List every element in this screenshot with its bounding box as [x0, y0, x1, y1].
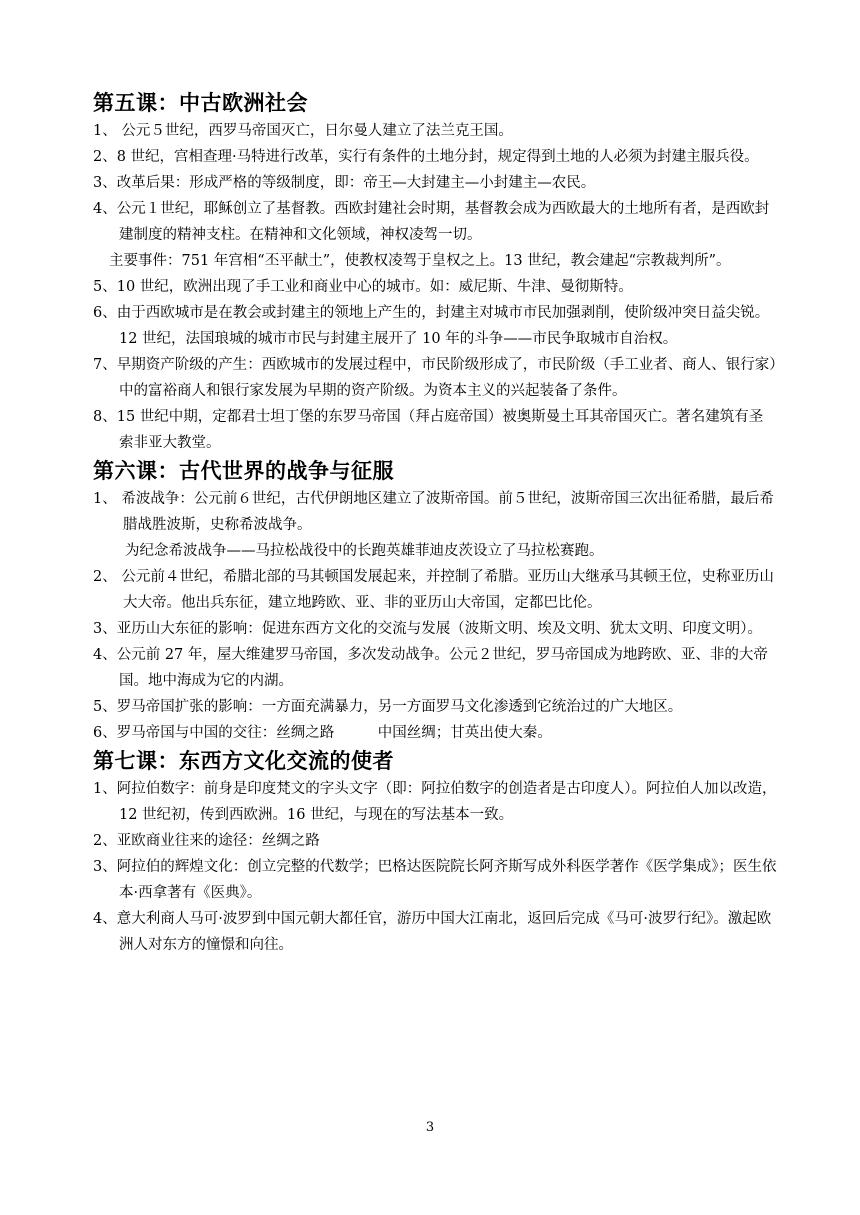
list-item: 1、 希波战争：公元前６世纪，古代伊朗地区建立了波斯帝国。前５世纪，波斯帝国三次出征希腊，最后希腊战胜波斯，史称希波战争。: [93, 491, 774, 533]
list-item: 3、亚历山大东征的影响：促进东西方文化的交流与发展（波斯文明、埃及文明、犹太文明、印度文明）。: [93, 621, 762, 637]
list-item: 2、 公元前４世纪，希腊北部的马其顿国发展起来，并控制了希腊。亚历山大继承马其顿王位，史称亚历山大大帝。他出兵东征，建立地跨欧、亚、非的亚历山大帝国，定都巴比伦。: [93, 569, 774, 611]
list-item: 3、改革后果：形成严格的等级制度，即：帝王—大封建主—小封建主—农民。: [93, 175, 596, 191]
document-page: [93, 88, 777, 958]
list-item: 4、意大利商人马可·波罗到中国元朝大都任官，游历中国大江南北，返回后完成《马可·波罗行纪》。激起欧洲人对东方的憧憬和向往。: [93, 911, 772, 953]
list-item: 3、阿拉伯的辉煌文化：创立完整的代数学；巴格达医院院长阿齐斯写成外科医学著作《医学集成》；医生依本·西拿著有《医典》。: [93, 859, 777, 901]
list-item: 7、早期资产阶级的产生：西欧城市的发展过程中，市民阶级形成了，市民阶级（手工业者、商人、银行家）中的富裕商人和银行家发展为早期的资产阶级。为资本主义的兴起装备了条件。: [93, 357, 777, 399]
lesson-title: 第五课：中古欧洲社会: [93, 90, 308, 115]
list-item: 5、罗马帝国扩张的影响：一方面充满暴力，另一方面罗马文化渗透到它统治过的广大地区。: [93, 699, 683, 715]
list-item: 4、公元前 27 年，屋大维建罗马帝国，多次发动战争。公元２世纪，罗马帝国成为地跨欧、亚、非的大帝国。地中海成为它的内湖。: [93, 647, 768, 689]
marathon-note: 为纪念希波战争——马拉松战役中的长跑英雄菲迪皮茨设立了马拉松赛跑。: [125, 543, 604, 559]
list-item: 8、15 世纪中期，定都君士坦丁堡的东罗马帝国（拜占庭帝国）被奥斯曼土耳其帝国灭亡。著名建筑有圣索非亚大教堂。: [93, 409, 764, 451]
list-item: 1、阿拉伯数字：前身是印度梵文的字头文字（即：阿拉伯数字的创造者是古印度人）。阿拉伯人加以改造，12 世纪初，传到西欧洲。16 世纪，与现在的写法基本一致。: [93, 781, 777, 823]
page-number: 3: [425, 1120, 435, 1135]
lesson-title: 第七课：东西方文化交流的使者: [93, 748, 394, 773]
list-item: 4、公元１世纪，耶稣创立了基督教。西欧封建社会时期，基督教会成为西欧最大的土地所有者，是西欧封建制度的精神支柱。在精神和文化领域，神权凌驾一切。: [93, 201, 770, 243]
list-item: 2、8 世纪，宫相查理·马特进行改革，实行有条件的土地分封，规定得到土地的人必须为封建主服兵役。: [93, 149, 759, 165]
lesson-title: 第六课：古代世界的战争与征服: [93, 458, 394, 483]
list-item: 6、由于西欧城市是在教会或封建主的领地上产生的，封建主对城市市民加强剥削，使阶级冲突日益尖锐。12 世纪，法国琅城的城市市民与封建主展开了 10 年的斗争——市民争取城市自治权。: [93, 305, 770, 347]
list-item: 1、 公元５世纪，西罗马帝国灭亡，日尔曼人建立了法兰克王国。: [93, 123, 513, 139]
list-item: 6、罗马帝国与中国的交往：丝绸之路 中国丝绸；甘英出使大秦。: [93, 725, 552, 741]
list-item: 2、亚欧商业往来的途径：丝绸之路: [93, 833, 320, 849]
list-item: 5、10 世纪，欧洲出现了手工业和商业中心的城市。如：威尼斯、牛津、曼彻斯特。: [93, 279, 633, 295]
main-events-note: 主要事件：751 年宫相“丕平献土”，使教权凌驾于皇权之上。13 世纪，教会建起“宗教裁判所”。: [109, 253, 731, 269]
